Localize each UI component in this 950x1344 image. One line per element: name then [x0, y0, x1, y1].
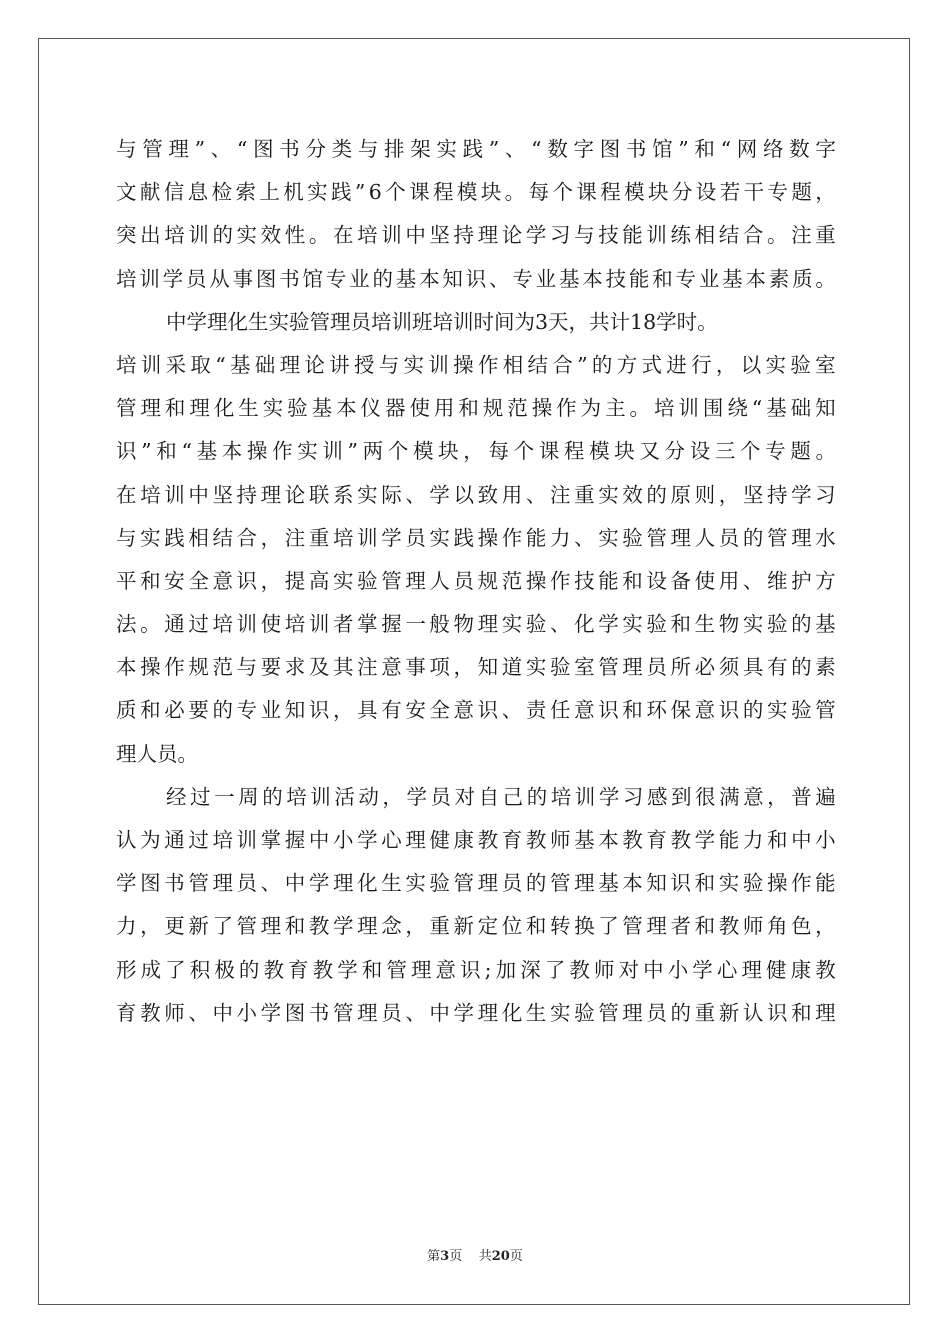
paragraph-2-line-2: 培 训 采 取 “ 基 础 理 论 讲 授 与 实 训 操 作 相 结 合 ” 的 方 式 进 行 ， 以 实 验 室	[116, 352, 836, 377]
paragraph-2-line-5: 在 培 训 中 坚 持 理 论 联 系 实 际 、 学 以 致 用 、 注 重 实 效 的 原 则 ， 坚 持 学 习	[116, 482, 836, 507]
paragraph-2-line-4: 识 ” 和 “ 基 本 操 作 实 训 ” 两 个 模 块 ， 每 个 课 程 模 块 又 分 设 三 个 专 题 。	[116, 439, 836, 464]
paragraph-2-line-8: 法 。 通 过 培 训 使 培 训 者 掌 握 一 般 物 理 实 验 、 化 学 实 验 和 生 物 实 验 的 基	[116, 612, 836, 637]
current-page-number: 3	[440, 1249, 450, 1264]
paragraph-3-line-5: 形 成 了 积 极 的 教 育 教 学 和 管 理 意 识 ; 加 深 了 教 师 对 中 小 学 心 理 健 康 教	[116, 957, 836, 982]
paragraph-2-line-7: 平 和 安 全 意 识 ， 提 高 实 验 管 理 人 员 规 范 操 作 技 能 和 设 备 使 用 、 维 护 方	[116, 568, 836, 593]
paragraph-2-line-9: 本 操 作 规 范 与 要 求 及 其 注 意 事 项 ， 知 道 实 验 室 管 理 员 所 必 须 具 有 的 素	[116, 655, 836, 680]
page-prefix: 第	[427, 1249, 441, 1264]
paragraph-3-line-1: 经 过 一 周 的 培 训 活 动 ， 学 员 对 自 己 的 培 训 学 习 感 到 很 满 意 ， 普 遍	[166, 784, 836, 809]
document-body	[116, 128, 836, 1035]
paragraph-2-line-10: 质 和 必 要 的 专 业 知 识 ， 具 有 安 全 意 识 、 责 任 意 识 和 环 保 意 识 的 实 验 管	[116, 698, 836, 723]
paragraph-1-line-3: 突 出 培 训 的 实 效 性 。 在 培 训 中 坚 持 理 论 学 习 与 技 能 训 练 相 结 合 。 注 重	[116, 223, 836, 248]
paragraph-2-line-1: 中学理化生实验管理员培训班培训时间为3天，共计18学时。	[166, 309, 718, 334]
total-unit: 页	[509, 1249, 523, 1264]
paragraph-1-line-2: 文 献 信 息 检 索 上 机 实 践 ” 6 个 课 程 模 块 。 每 个 课 程 模 块 分 设 若 干 专 题 ，	[116, 180, 836, 205]
page-footer	[0, 1245, 950, 1264]
paragraph-1-line-1: 与 管 理 ” 、 “ 图 书 分 类 与 排 架 实 践 ” 、 “ 数 字 图 书 馆 ” 和 “ 网 络 数 字	[116, 137, 836, 161]
paragraph-3-line-2: 认 为 通 过 培 训 掌 握 中 小 学 心 理 健 康 教 育 教 师 基 本 教 育 教 学 能 力 和 中 小	[116, 828, 836, 852]
paragraph-2-line-11: 理人员。	[116, 741, 198, 766]
paragraph-3-line-4: 力 ， 更 新 了 管 理 和 教 学 理 念 ， 重 新 定 位 和 转 换 了 管 理 者 和 教 师 角 色 ，	[116, 914, 836, 939]
paragraph-1-line-4: 培 训 学 员 从 事 图 书 馆 专 业 的 基 本 知 识 、 专 业 基 本 技 能 和 专 业 基 本 素 质 。	[116, 266, 836, 291]
page-unit: 页	[449, 1249, 463, 1264]
paragraph-3-line-3: 学 图 书 管 理 员 、 中 学 理 化 生 实 验 管 理 员 的 管 理 基 本 知 识 和 实 验 操 作 能	[116, 871, 836, 896]
paragraph-2-line-6: 与 实 践 相 结 合 ， 注 重 培 训 学 员 实 践 操 作 能 力 、 实 验 管 理 人 员 的 管 理 水	[116, 525, 836, 550]
total-prefix: 共	[478, 1249, 492, 1264]
paragraph-2-line-3: 管 理 和 理 化 生 实 验 基 本 仪 器 使 用 和 规 范 操 作 为 主 。 培 训 围 绕 “ 基 础 知	[116, 396, 836, 421]
paragraph-3-line-6: 育 教 师 、 中 小 学 图 书 管 理 员 、 中 学 理 化 生 实 验 管 理 员 的 重 新 认 识 和 理	[116, 1000, 836, 1025]
total-page-count: 20	[491, 1249, 510, 1264]
